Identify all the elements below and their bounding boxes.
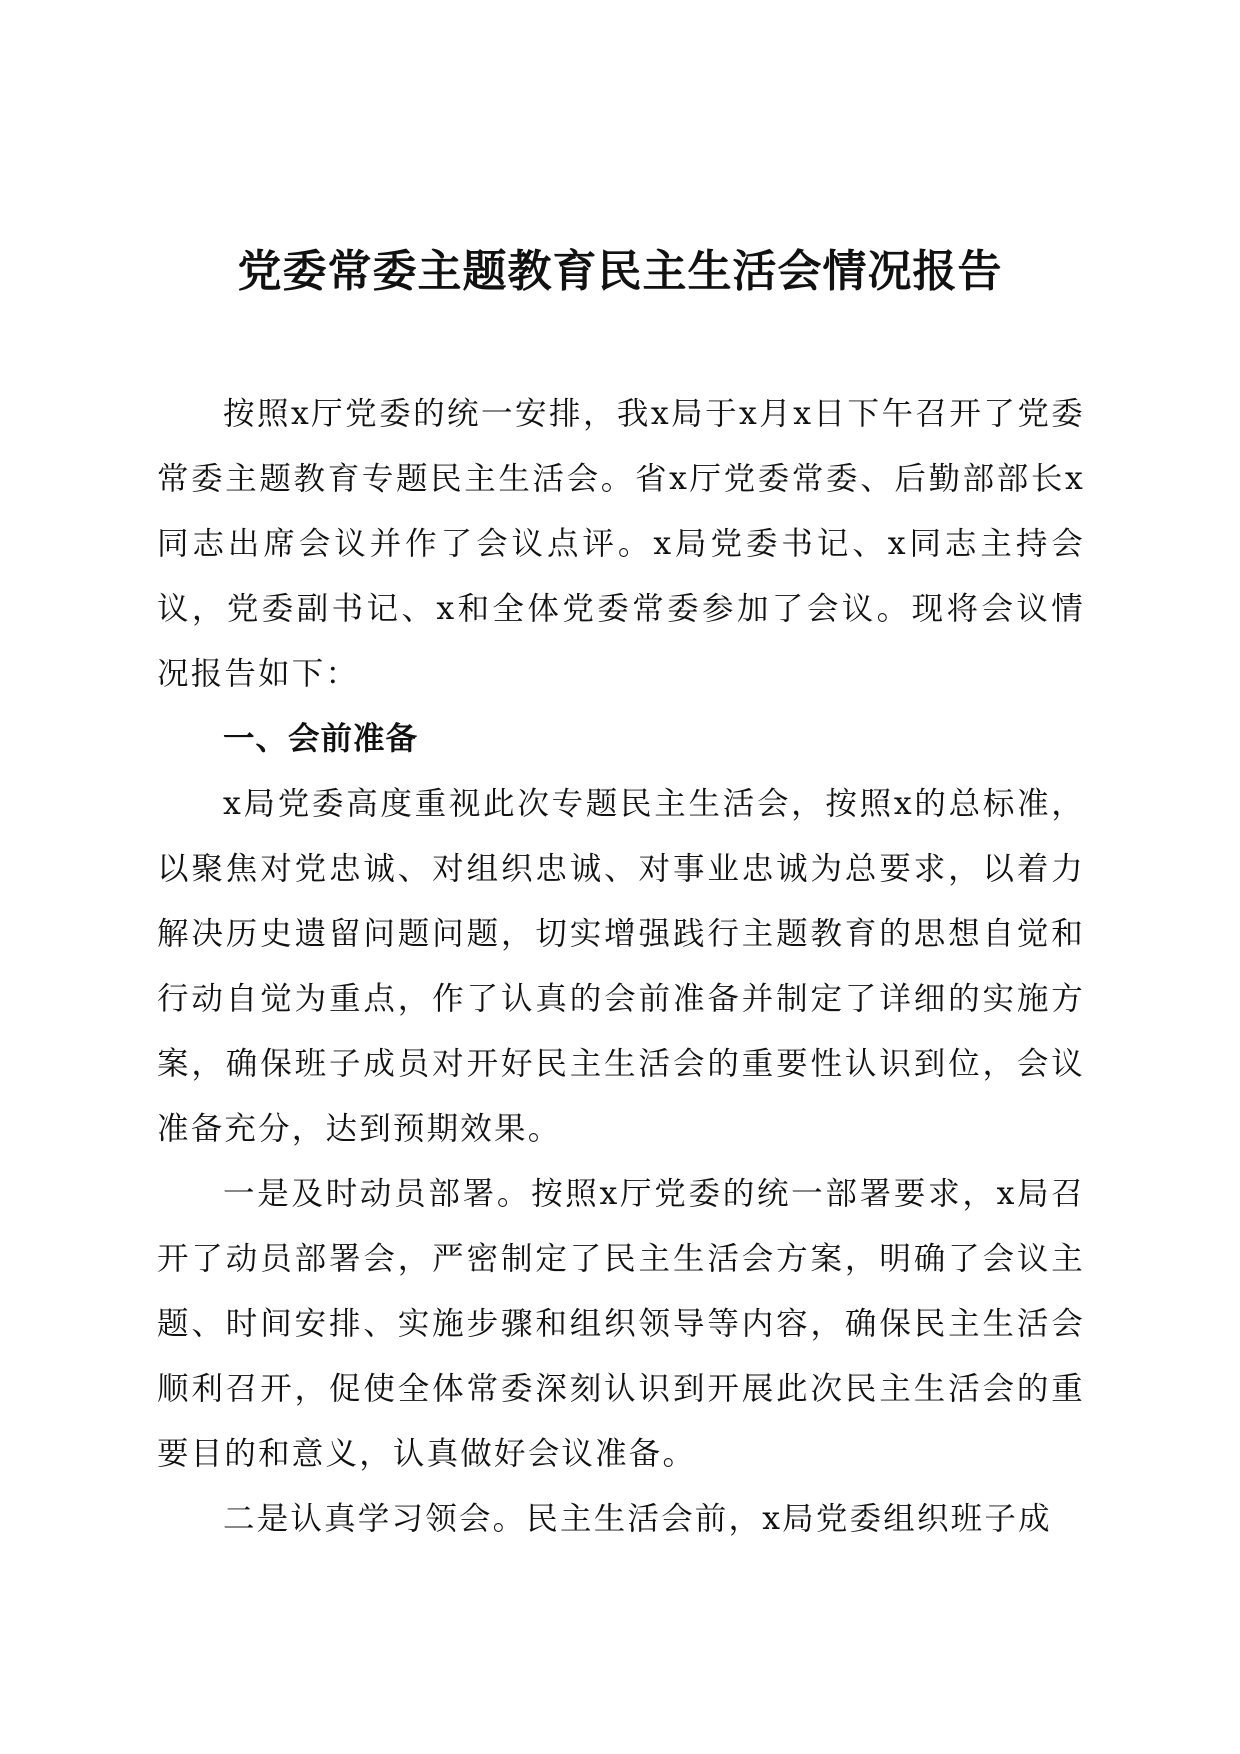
preparation-paragraph: x局党委高度重视此次专题民主生活会，按照x的总标准，以聚焦对党忠诚、对组织忠诚、对事业忠诚为总要求，以着力解决历史遗留问题问题，切实增强践行主题教育的思想自觉和行动自觉为重点，作了认真的会前准备并制定了详细的实施方案，确保班子成员对开好民主生活会的重要性认识到位，会议准备充分，达到预期效果。 (157, 786, 1085, 1147)
study-paragraph: 二是认真学习领会。民主生活会前，x局党委组织班子成 (223, 1501, 1052, 1537)
document-title: 党委常委主题教育民主生活会情况报告 (237, 246, 1003, 297)
document-body (157, 382, 1085, 1552)
section-heading-preparation: 一、会前准备 (223, 721, 419, 757)
mobilization-paragraph: 一是及时动员部署。按照x厅党委的统一部署要求，x局召开了动员部署会，严密制定了民主生活会方案，明确了会议主题、时间安排、实施步骤和组织领导等内容，确保民主生活会顺利召开，促使全体常委深刻认识到开展此次民主生活会的重要目的和意义，认真做好会议准备。 (157, 1176, 1085, 1472)
intro-paragraph: 按照x厅党委的统一安排，我x局于x月x日下午召开了党委常委主题教育专题民主生活会。省x厅党委常委、后勤部部长x同志出席会议并作了会议点评。x局党委书记、x同志主持会议，党委副书记、x和全体党委常委参加了会议。现将会议情况报告如下： (157, 396, 1085, 692)
